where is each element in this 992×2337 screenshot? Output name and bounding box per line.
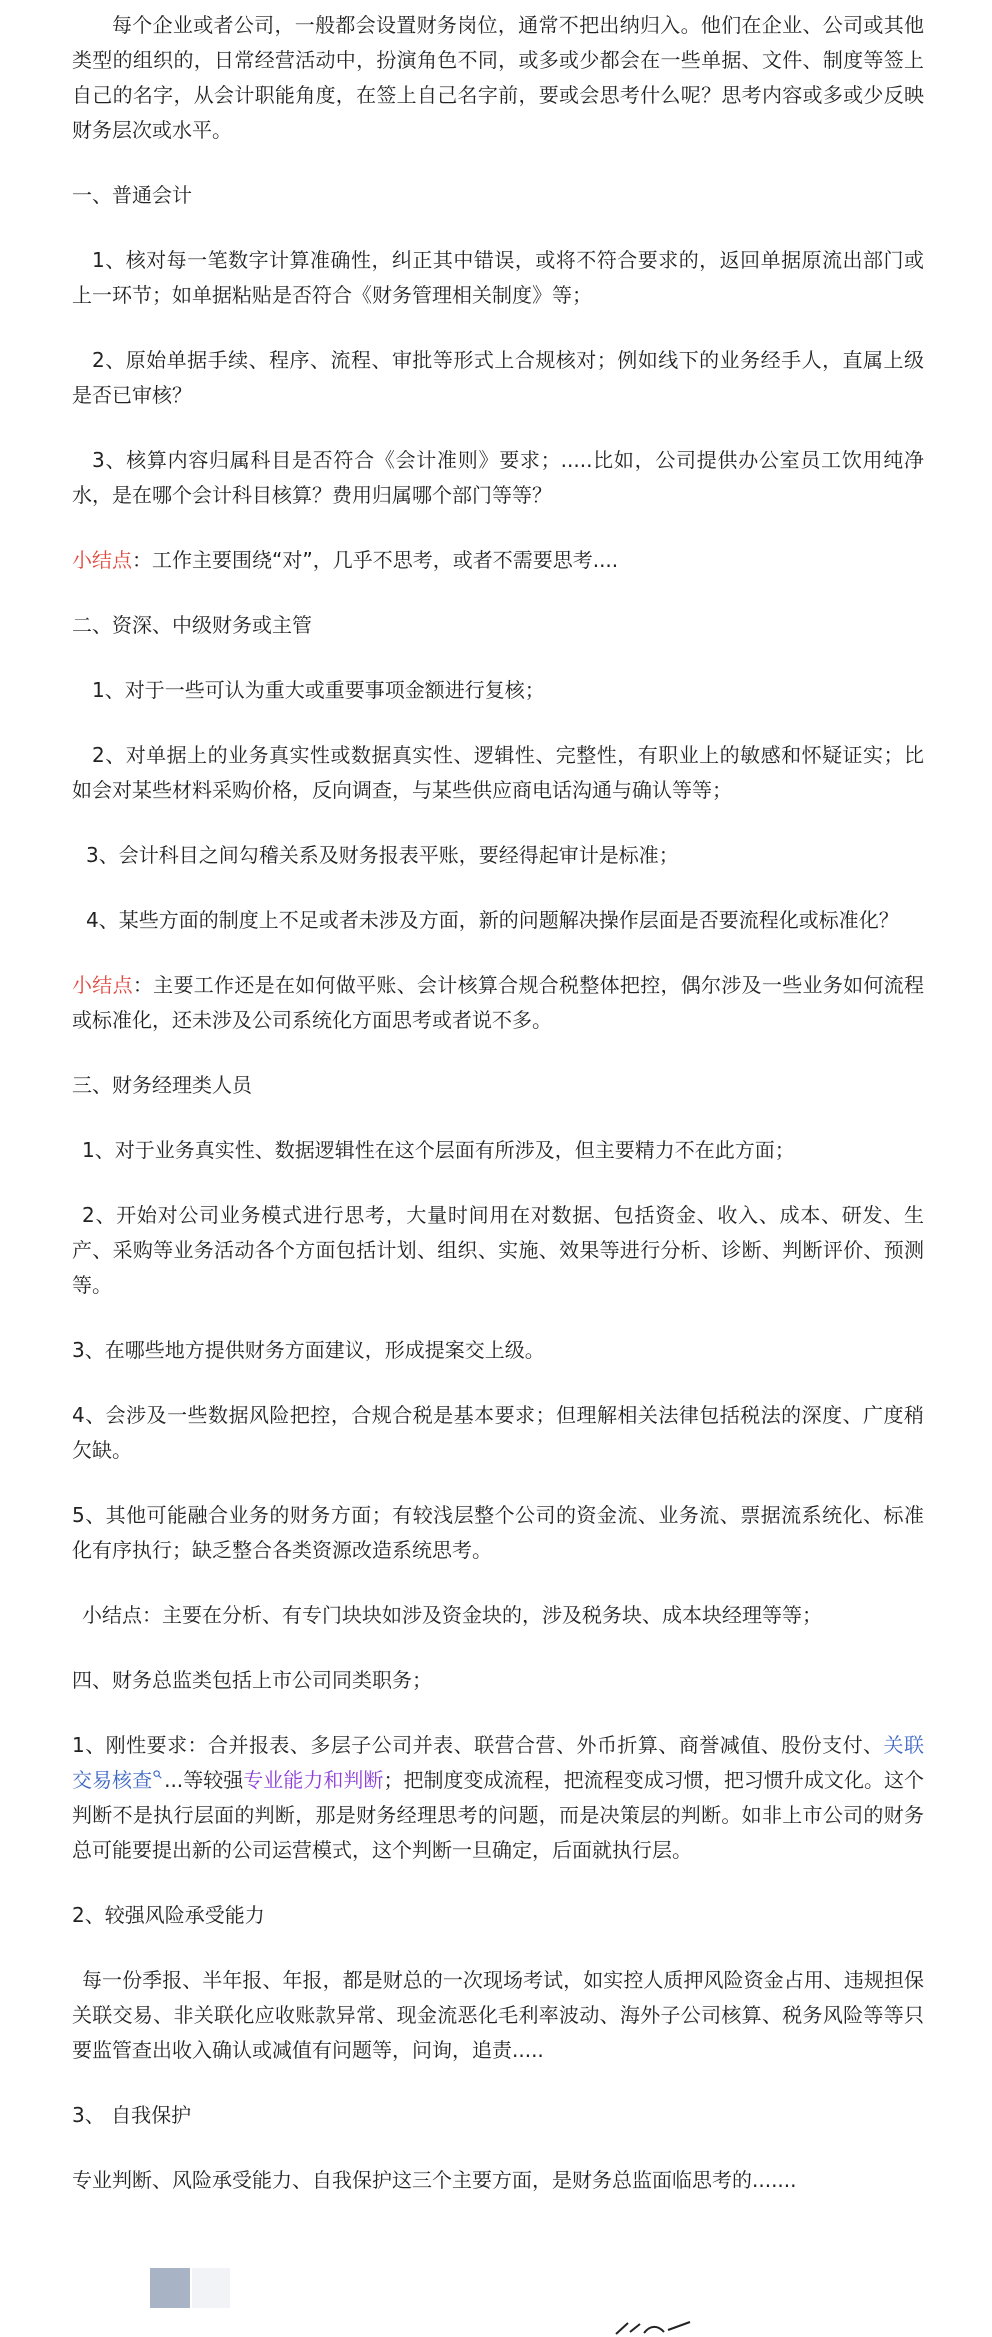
paragraph-text: 3、核算内容归属科目是否符合《会计准则》要求；.....比如，公司提供办公室员工饮用纯净水，是在哪个会计科目核算？费用归属哪个部门等等？: [72, 448, 924, 507]
paragraph-text: 小结点：主要在分析、有专门块块如涉及资金块的，涉及税务块、成本块经理等等；: [82, 1603, 822, 1627]
paragraph: [72, 1333, 924, 1368]
paragraph-text: 2、对单据上的业务真实性或数据真实性、逻辑性、完整性，有职业上的敏感和怀疑证实；比如会对某些材料采购价格，反向调查，与某些供应商电话沟通与确认等等；: [72, 743, 924, 802]
summary-label: 小结点: [72, 973, 133, 997]
paragraph: [72, 608, 924, 643]
paragraph-text: 三、财务经理类人员: [72, 1073, 252, 1097]
paragraph-text: 每个企业或者公司，一般都会设置财务岗位，通常不把出纳归入。他们在企业、公司或其他类型的组织的，日常经营活动中，扮演角色不同，或多或少都会在一些单据、文件、制度等签上自己的名字，从会计职能角度，在签上自己名字前，要或会思考什么呢？思考内容或多或少反映财务层次或水平。: [72, 13, 924, 142]
paragraph: [72, 968, 924, 1038]
paragraph-text: 3、 自我保护: [72, 2103, 192, 2127]
paragraph-text: 1、刚性要求：合并报表、多层子公司并表、联营合营、外币折算、商誉减值、股份支付、: [72, 1733, 884, 1757]
paragraph: [72, 2098, 924, 2133]
paragraph-text: ：工作主要围绕“对”，几乎不思考，或者不需要思考....: [132, 548, 619, 572]
paragraph-text: 1、对于一些可认为重大或重要事项金额进行复核；: [92, 678, 545, 702]
paragraph: [72, 1198, 924, 1303]
paragraph: [72, 243, 924, 313]
paragraph-text: 5、其他可能融合业务的财务方面；有较浅层整个公司的资金流、业务流、票据流系统化、标准化有序执行；缺乏整合各类资源改造系统思考。: [72, 1503, 924, 1562]
search-icon[interactable]: [153, 1770, 162, 1779]
paragraph-text: ...等较强: [164, 1768, 244, 1792]
paragraph-text: 专业判断、风险承受能力、自我保护这三个主要方面，是财务总监面临思考的.......: [72, 2168, 797, 2192]
paragraph: [72, 178, 924, 213]
summary-label: 小结点: [72, 548, 132, 572]
image-thumbnail[interactable]: [150, 2268, 190, 2308]
paragraph-text: 4、某些方面的制度上不足或者未涉及方面，新的问题解决操作层面是否要流程化或标准化？: [86, 908, 899, 932]
paragraph: [72, 1398, 924, 1468]
paragraph-text: 一、普通会计: [72, 183, 192, 207]
paragraph: [72, 673, 924, 708]
paragraph-text: 四、财务总监类包括上市公司同类职务；: [72, 1668, 432, 1692]
paragraph-text: 每一份季报、半年报、年报，都是财总的一次现场考试，如实控人质押风险资金占用、违规担保关联交易、非关联化应收账款异常、现金流恶化毛利率波动、海外子公司核算、税务风险等等只要监管查出收入确认或减值有问题等，问询，追责.....: [72, 1968, 924, 2062]
paragraph: [72, 1068, 924, 1103]
visited-link[interactable]: 专业能力和判断: [243, 1768, 384, 1792]
article-body: [72, 8, 924, 2228]
paragraph: [72, 343, 924, 413]
keyword-search-link[interactable]: 关联交易核查: [72, 1733, 925, 1792]
paragraph: [72, 838, 924, 873]
paragraph-text: 2、较强风险承受能力: [72, 1903, 265, 1927]
paragraph: [72, 2163, 924, 2198]
paragraph: [72, 8, 924, 148]
paragraph: [72, 1728, 924, 1868]
paragraph-text: 二、资深、中级财务或主管: [72, 613, 312, 637]
handwriting-mark: [610, 2320, 700, 2337]
paragraph: [72, 1598, 924, 1633]
paragraph-text: 1、对于业务真实性、数据逻辑性在这个层面有所涉及，但主要精力不在此方面；: [82, 1138, 795, 1162]
paragraph-text: ：主要工作还是在如何做平账、会计核算合规合税整体把控，偶尔涉及一些业务如何流程或标准化，还未涉及公司系统化方面思考或者说不多。: [72, 973, 925, 1032]
paragraph: [72, 1498, 924, 1568]
paragraph-text: 4、会涉及一些数据风险把控，合规合税是基本要求；但理解相关法律包括税法的深度、广度稍欠缺。: [72, 1403, 924, 1462]
paragraph-text: 3、在哪些地方提供财务方面建议，形成提案交上级。: [72, 1338, 545, 1362]
paragraph-text: 3、会计科目之间勾稽关系及财务报表平账，要经得起审计是标准；: [86, 843, 679, 867]
paragraph-text: 1、核对每一笔数字计算准确性，纠正其中错误，或将不符合要求的，返回单据原流出部门或上一环节；如单据粘贴是否符合《财务管理相关制度》等；: [72, 248, 924, 307]
image-thumbnail-placeholder: [192, 2268, 230, 2308]
bottom-image-strip: [0, 2250, 992, 2337]
paragraph: [72, 1963, 924, 2068]
paragraph: [72, 543, 924, 578]
paragraph-text: 2、开始对公司业务模式进行思考，大量时间用在对数据、包括资金、收入、成本、研发、生产、采购等业务活动各个方面包括计划、组织、实施、效果等进行分析、诊断、判断评价、预测等。: [72, 1203, 924, 1297]
paragraph: [72, 443, 924, 513]
paragraph: [72, 1898, 924, 1933]
paragraph: [72, 738, 924, 808]
paragraph-text: 2、原始单据手续、程序、流程、审批等形式上合规核对；例如线下的业务经手人，直属上级是否已审核？: [72, 348, 924, 407]
paragraph-text: ；把制度变成流程，把流程变成习惯，把习惯升成文化。这个判断不是执行层面的判断，那是财务经理思考的问题，而是决策层的判断。如非上市公司的财务总可能要提出新的公司运营模式，这个判断一旦确定，后面就执行层。: [72, 1768, 925, 1862]
paragraph: [72, 1133, 924, 1168]
paragraph: [72, 1663, 924, 1698]
paragraph: [72, 903, 924, 938]
